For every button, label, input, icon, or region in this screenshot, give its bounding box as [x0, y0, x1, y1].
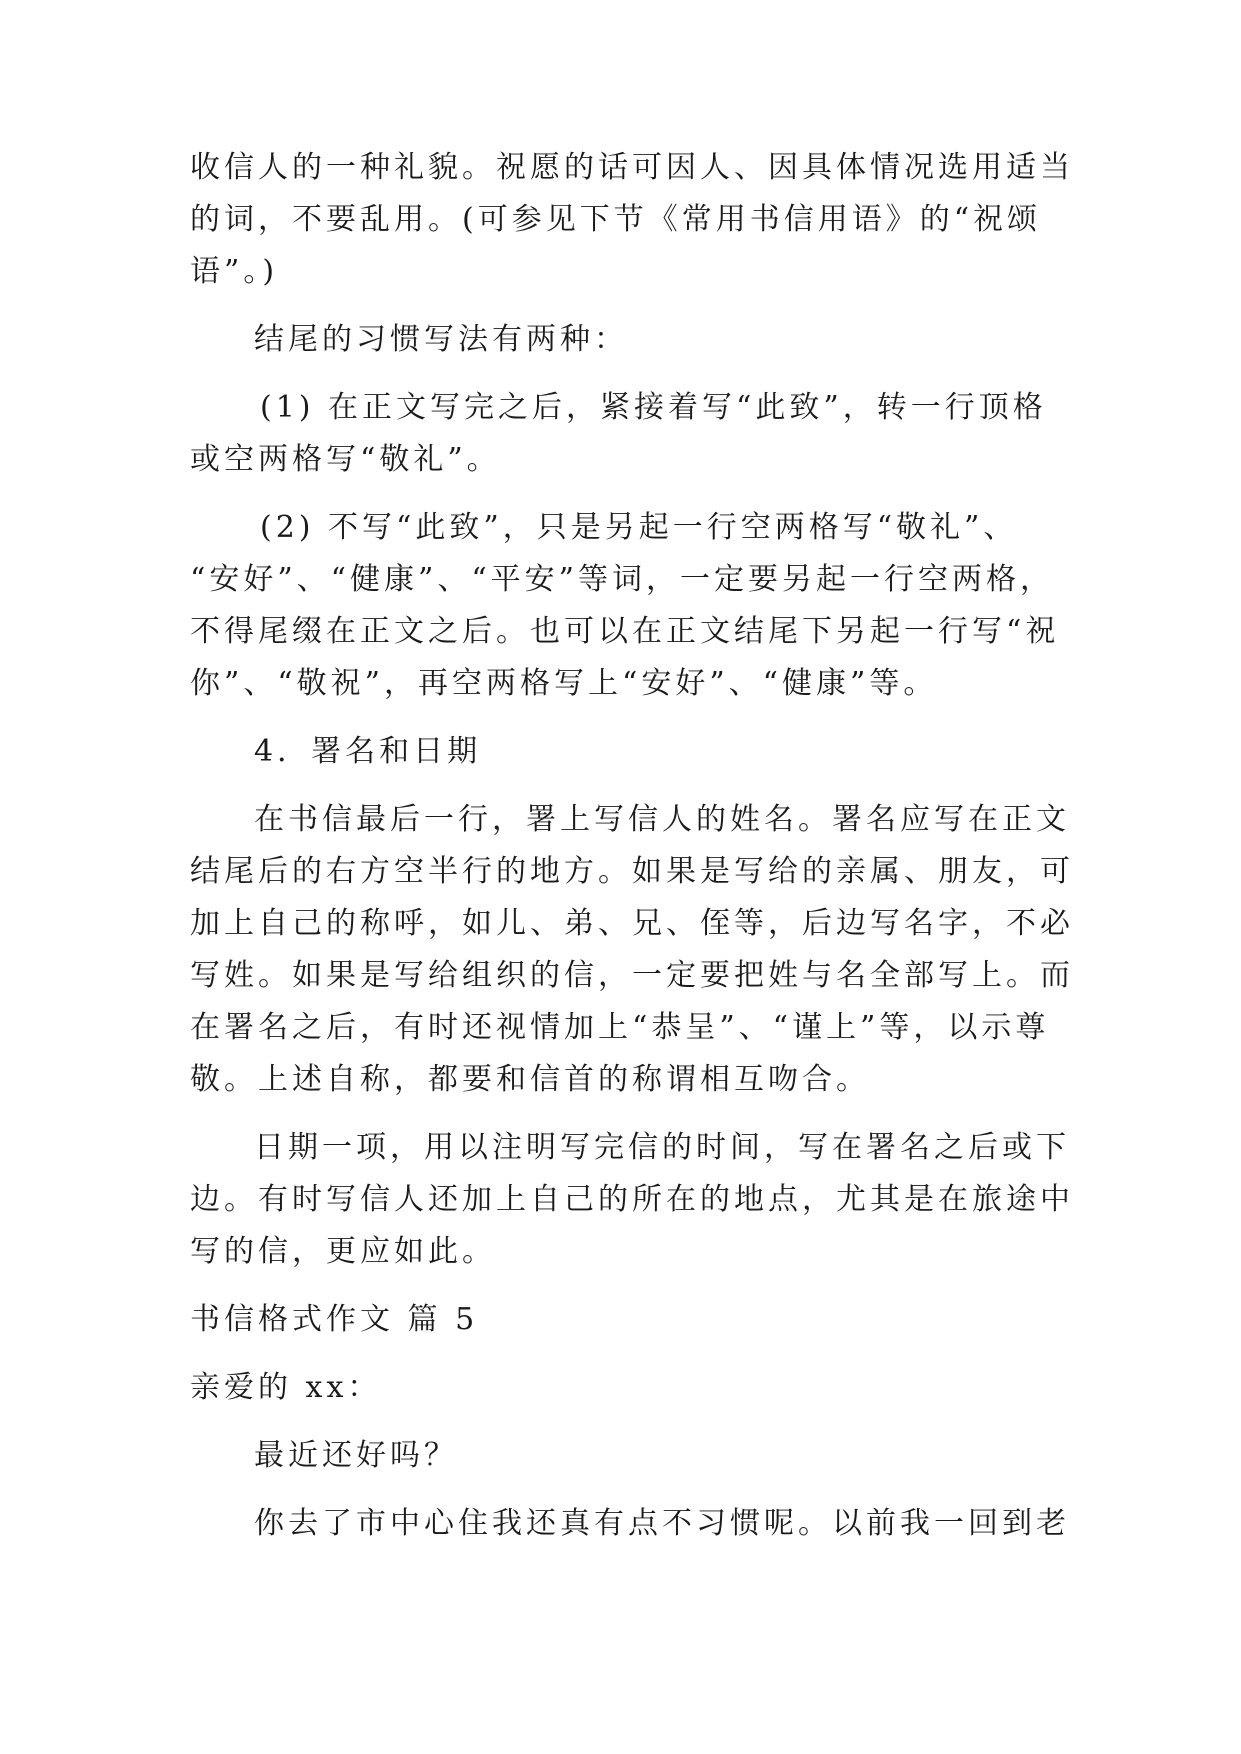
text-line: 在署名之后，有时还视情加上“恭呈”、“谨上”等，以示尊	[190, 1010, 1050, 1045]
text-line: 加上自己的称呼，如儿、弟、兄、侄等，后边写名字，不必	[190, 906, 1074, 941]
text-line: 不得尾缀在正文之后。也可以在正文结尾下另起一行写“祝	[190, 614, 1060, 649]
text-line: (2) 不写“此致”，只是另起一行空两格写“敬礼”、	[260, 510, 1018, 545]
text-line: 你去了市中心住我还真有点不习惯呢。以前我一回到老	[254, 1506, 1070, 1541]
text-line: 敬。上述自称，都要和信首的称谓相互吻合。	[190, 1062, 870, 1097]
text-line: 结尾后的右方空半行的地方。如果是写给的亲属、朋友，可	[190, 854, 1074, 889]
text-line: 写姓。如果是写给组织的信，一定要把姓与名全部写上。而	[190, 958, 1074, 993]
text-line: (1) 在正文写完之后，紧接着写“此致”，转一行顶格	[260, 390, 1047, 425]
text-line: 收信人的一种礼貌。祝愿的话可因人、因具体情况选用适当	[190, 150, 1074, 185]
text-line: 的词，不要乱用。(可参见下节《常用书信用语》的“祝颂	[190, 202, 1042, 237]
text-line: 你”、“敬祝”，再空两格写上“安好”、“健康”等。	[190, 666, 938, 701]
text-line: 在书信最后一行，署上写信人的姓名。署名应写在正文	[254, 802, 1070, 837]
essay-title: 书信格式作文 篇 5	[190, 1302, 479, 1337]
text-line: 边。有时写信人还加上自己的所在的地点，尤其是在旅途中	[190, 1182, 1074, 1217]
section-heading: 4．署名和日期	[254, 734, 482, 769]
text-line: “安好”、“健康”、“平安”等词，一定要另起一行空两格，	[190, 562, 1055, 597]
text-line: 或空两格写“敬礼”。	[190, 442, 501, 477]
text-line: 最近还好吗？	[254, 1438, 458, 1473]
text-line: 结尾的习惯写法有两种：	[254, 322, 628, 357]
text-line: 日期一项，用以注明写完信的时间，写在署名之后或下	[254, 1130, 1070, 1165]
text-line: 写的信，更应如此。	[190, 1234, 496, 1269]
text-line: 语”。)	[190, 254, 279, 289]
letter-salutation: 亲爱的 xx：	[190, 1370, 382, 1405]
